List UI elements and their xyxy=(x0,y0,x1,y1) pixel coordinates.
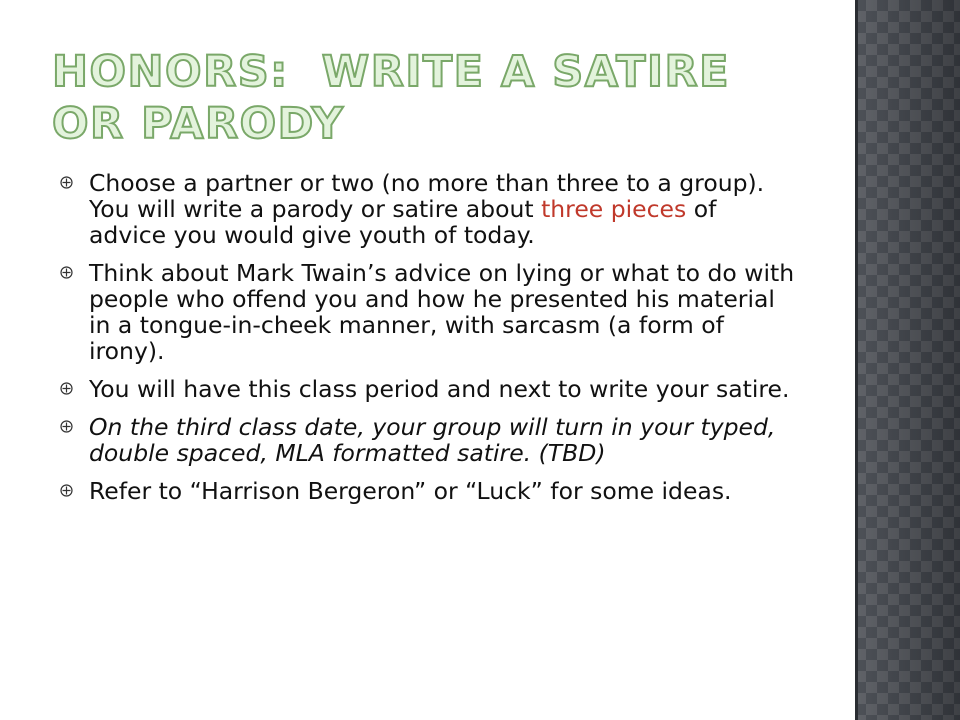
circled-cross-icon xyxy=(60,382,73,395)
bullet-item xyxy=(60,478,800,504)
circled-cross-icon xyxy=(60,176,73,189)
bullet-text: You will have this class period and next to write your satire. xyxy=(89,375,790,403)
bullet-text-part: of advice you would give youth of today. xyxy=(89,195,717,249)
bullet-text-part: Choose a partner or two (no more than three to a group). You will write a parody or satire about xyxy=(89,169,765,223)
bullet-text: Refer to “Harrison Bergeron” or “Luck” for some ideas. xyxy=(89,477,732,505)
bullet-text: Think about Mark Twain’s advice on lying or what to do with people who offend you and how he presented his material in a tongue-in-cheek manner, with sarcasm (a form of irony). xyxy=(89,259,795,365)
bullet-item xyxy=(60,376,800,402)
circled-cross-icon xyxy=(60,266,73,279)
slide-title: HONORS: WRITE A SATIRE OR PARODY xyxy=(52,47,747,149)
highlighted-phrase: three pieces xyxy=(541,195,687,223)
bullet-list xyxy=(60,170,800,516)
bullet-text: On the third class date, your group will turn in your typed, double spaced, MLA formatted satire. (TBD) xyxy=(89,413,776,467)
circled-cross-icon xyxy=(60,484,73,497)
bullet-item xyxy=(60,414,800,466)
bullet-item xyxy=(60,170,800,248)
bullet-item xyxy=(60,260,800,364)
decorative-side-panel xyxy=(855,0,960,720)
circled-cross-icon xyxy=(60,420,73,433)
